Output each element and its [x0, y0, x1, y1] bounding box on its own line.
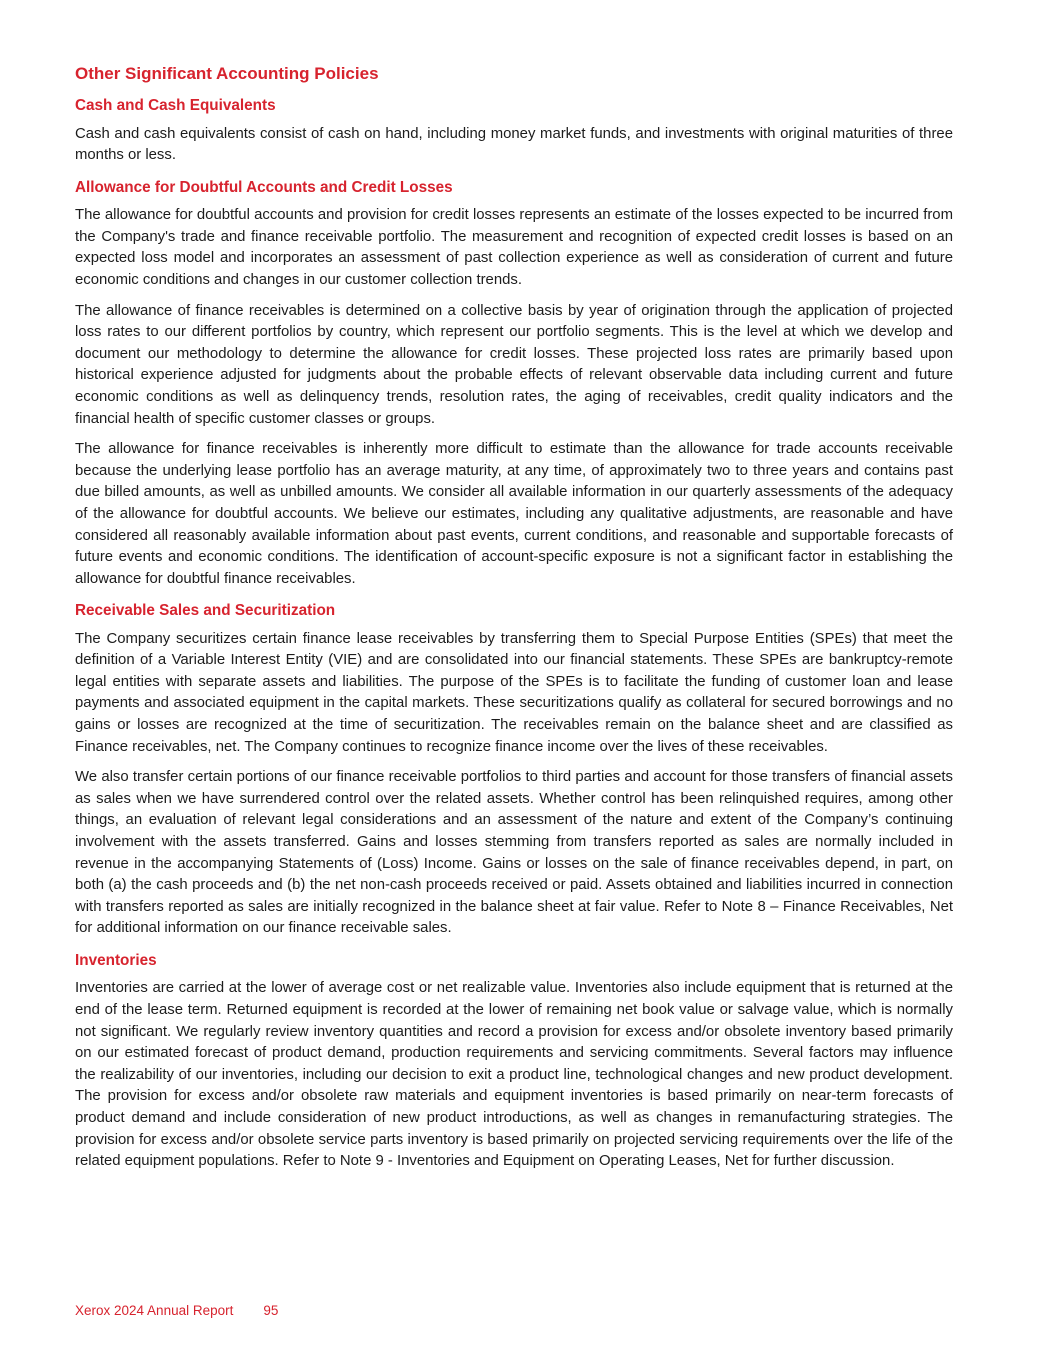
paragraph: The allowance for finance receivables is inherently more difficult to estimate than the allowance for trade accounts receivable because the underlying lease portfolio has an average maturity, at any time, of approximately two to three years and contains past due billed amounts, as well as unbilled amounts. We consider all available information in our quarterly assessments of the adequacy of the allowance for doubtful accounts. We believe our estimates, including any qualitative adjustments, are reasonable and have considered all reasonably available information about past events, current conditions, and reasonable and supportable forecasts of future events and economic conditions. The identification of account-specific exposure is not a significant factor in establishing the allowance for doubtful finance receivables. — [75, 441, 953, 587]
footer-report-name: Xerox 2024 Annual Report — [75, 1303, 234, 1318]
paragraph: The Company securitizes certain finance lease receivables by transferring them to Special Purpose Entities (SPEs) that meet the definition of a Variable Interest Entity (VIE) and are consolidated into our financial statements. These SPEs are bankruptcy-remote legal entities with separate assets and liabilities. The purpose of the SPEs is to facilitate the funding of customer loan and lease payments and associated equipment in the capital markets. These securitizations qualify as collateral for secured borrowings and no gains or losses are recognized at the time of securitization. The receivables remain on the balance sheet and are classified as Finance receivables, net. The Company continues to recognize finance income over the lives of these receivables. — [75, 630, 953, 755]
page-footer — [75, 1303, 278, 1318]
paragraph: The allowance for doubtful accounts and provision for credit losses represents an estimate of the losses expected to be incurred from the Company's trade and finance receivable portfolio. The measurement and recognition of expected credit losses is based on an expected loss model and incorporates an assessment of past collection experience as well as consideration of current and future economic conditions and changes in our customer collection trends. — [75, 207, 953, 289]
section-inventories — [75, 952, 953, 1173]
paragraph: Inventories are carried at the lower of average cost or net realizable value. Inventories also include equipment that is returned at the end of the lease term. Returned equipment is recorded at the lower of remaining net book value or salvage value, which is normally not significant. We regularly review inventory quantities and record a provision for excess and/or obsolete inventory based primarily on our estimated forecast of product demand, production requirements and servicing commitments. Several factors may influence the realizability of our inventories, including our decision to exit a product line, technological changes and new product development. The provision for excess and/or obsolete raw materials and equipment inventories is based primarily on near-term forecasts of product demand and include consideration of new product introductions, as well as changes in remanufacturing strategies. The provision for excess and/or obsolete service parts inventory is based primarily on projected servicing requirements over the life of the related equipment populations. Refer to Note 9 - Inventories and Equipment on Operating Leases, Net for further discussion. — [75, 980, 953, 1170]
section-heading-receivable-sales-securitization: Receivable Sales and Securitization — [75, 602, 336, 620]
paragraph: The allowance of finance receivables is determined on a collective basis by year of origination through the application of projected loss rates to our different portfolios by country, which represent our portfolio segments. This is the level at which we develop and document our methodology to determine the allowance for credit losses. These projected loss rates are primarily based upon historical experience adjusted for judgments about the probable effects of relevant observable data including current and future economic conditions as well as delinquency trends, resolution rates, the aging of receivables, credit quality indicators and the financial health of specific customer classes or groups. — [75, 302, 953, 427]
section-allowance-doubtful-accounts — [75, 179, 953, 590]
section-heading-inventories: Inventories — [75, 952, 157, 970]
section-heading-allowance-doubtful-accounts: Allowance for Doubtful Accounts and Credit Losses — [75, 178, 453, 196]
section-heading-cash-and-cash-equivalents: Cash and Cash Equivalents — [75, 97, 276, 115]
footer-page-number: 95 — [263, 1303, 279, 1318]
paragraph: We also transfer certain portions of our finance receivable portfolios to third parties and account for those transfers of financial assets as sales when we have surrendered control over the related assets. Whether control has been relinquished requires, among other things, an evaluation of relevant legal considerations and an assessment of the nature and extent of the Company’s continuing involvement with the assets transferred. Gains and losses stemming from transfers reported as sales are normally included in revenue in the accompanying Statements of (Loss) Income. Gains or losses on the sale of finance receivables depend, in part, on both (a) the cash proceeds and (b) the net non-cash proceeds received or paid. Assets obtained and liabilities incurred in connection with transfers reported as sales are initially recognized in the balance sheet at fair value. Refer to Note 8 – Finance Receivables, Net for additional information on our finance receivable sales. — [75, 769, 953, 937]
section-receivable-sales-securitization — [75, 602, 953, 940]
page-title: Other Significant Accounting Policies — [75, 64, 379, 83]
section-cash-and-cash-equivalents — [75, 97, 953, 167]
paragraph: Cash and cash equivalents consist of cash on hand, including money market funds, and investments with original maturities of three months or less. — [75, 125, 953, 164]
